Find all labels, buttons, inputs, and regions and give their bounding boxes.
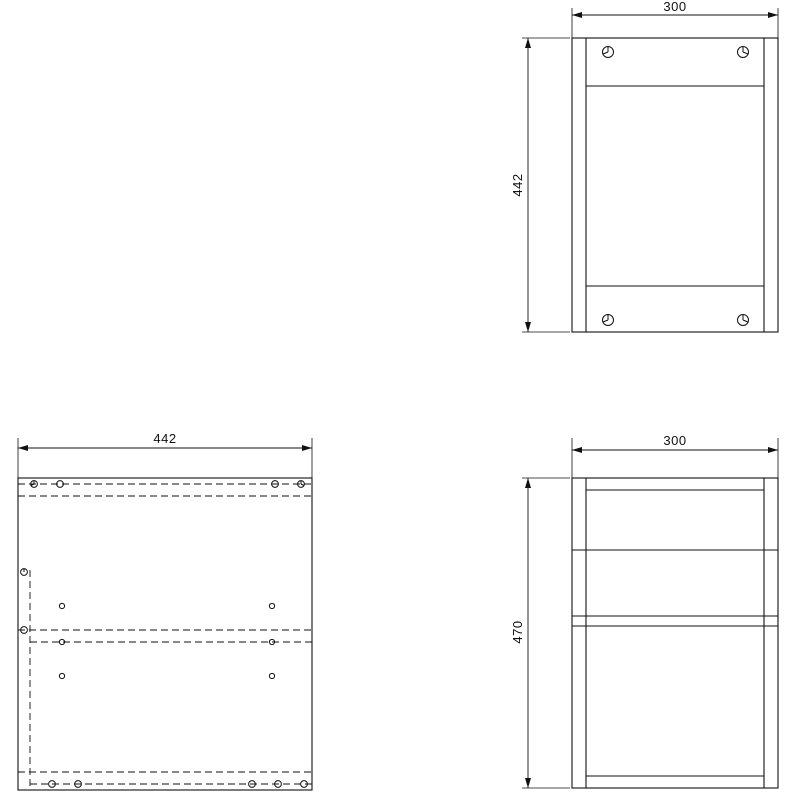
plan-width-dimension-label: 442 xyxy=(153,431,177,446)
side-height-dimension-label: 470 xyxy=(510,620,525,644)
front-elevation-view xyxy=(500,0,800,360)
side-width-dimension-label: 300 xyxy=(663,433,687,448)
front-width-dimension-label: 300 xyxy=(663,0,687,14)
front-height-dimension-label: 442 xyxy=(510,173,525,197)
side-elevation-view xyxy=(500,420,800,800)
plan-top-view xyxy=(0,420,340,800)
